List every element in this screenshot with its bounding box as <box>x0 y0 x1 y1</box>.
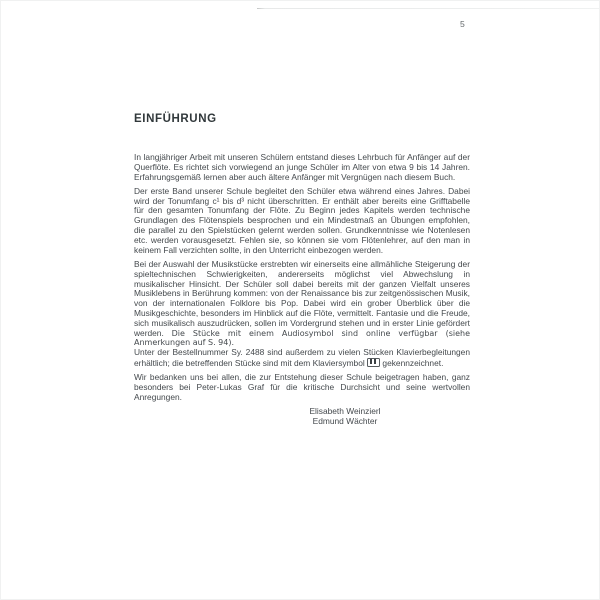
paragraph-introduction: In langjähriger Arbeit mit unseren Schülern entstand dieses Lehrbuch für Anfänger auf der Querflöte. Es richtet sich vorwiegend an junge Schüler im Alter von etwa 9 bis 14 Jahren. Erfahrungsgemäß lernen aber auch ältere Anfänger mit Vergnügen nach diesem Buch. <box>134 152 470 182</box>
signature-author-1: Elisabeth Weinzierl <box>309 406 381 417</box>
paragraph-piano-before-icon: Unter der Bestellnummer Sy. 2488 sind außerdem zu vielen Stücken Klavierbegleitungen erhältlich; die betreffenden Stücke sind mit dem Klaviersymbol <box>134 347 470 368</box>
page-content <box>134 113 470 426</box>
page-title: EINFÜHRUNG <box>134 113 217 125</box>
online-audio-note: Die Stücke mit einem Audiosymbol sind online verfügbar (siehe Anmerkungen auf S. 94). <box>134 328 471 348</box>
paragraph-music-selection-text: Bei der Auswahl der Musikstücke erstrebten wir einerseits eine allmähliche Steigerung der spieltechnischen Schwierigkeiten, andererseits möglichst viel Abwechslung in musikalischer Hinsicht. Der Schüler soll dabei bereits mit der ganzen Vielfalt unseres Musiklebens in Berührung kommen: von der Renaissance bis zur zeitgenössischen Musik, von der internationalen Folklore bis Pop. Dabei wird ein grober Überblick über die Musikgeschichte, besonders im Hinblick auf die Flöte, vermittelt. Fantasie und die Freude, sich musikalisch auszudrücken, sollen im Vordergrund stehen und in erster Linie gefördert werden. <box>134 258 470 338</box>
paragraph-piano-after-icon: gekennzeichnet. <box>382 357 444 368</box>
page-number: 5 <box>460 19 465 29</box>
paragraph-music-selection <box>134 260 470 348</box>
signature-author-2: Edmund Wächter <box>312 415 378 426</box>
paragraph-first-volume: Der erste Band unserer Schule begleitet den Schüler etwa während eines Jahres. Dabei wird der Tonumfang c¹ bis d³ nicht überschritten. Er enthält aber bereits eine Grifftabelle für den gesamten Tonumfang der Flöte. Zu Beginn jedes Kapitels werden technische Grundlagen des Flötenspiels besprochen und ein Mindestmaß an Übungen empfohlen, die parallel zu den Spielstücken gelernt werden sollen. Grundkenntnisse wie Notenlesen etc. werden vorausgesetzt. Fehlen sie, so können sie vom Flötenlehrer, auf den man in keinem Fall verzichten sollte, in den Unterricht einbezogen werden. <box>134 185 470 255</box>
paragraph-acknowledgements: Wir bedanken uns bei allen, die zur Entstehung dieser Schule beigetragen haben, ganz besonders bei Peter-Lukas Graf für die kritische Durchsicht und seine wertvollen Anregungen. <box>134 372 470 402</box>
scan-edge-artifact <box>257 8 600 9</box>
signature-block <box>270 407 420 426</box>
piano-keys-icon <box>367 358 380 367</box>
paragraph-piano-accompaniment <box>134 348 470 369</box>
